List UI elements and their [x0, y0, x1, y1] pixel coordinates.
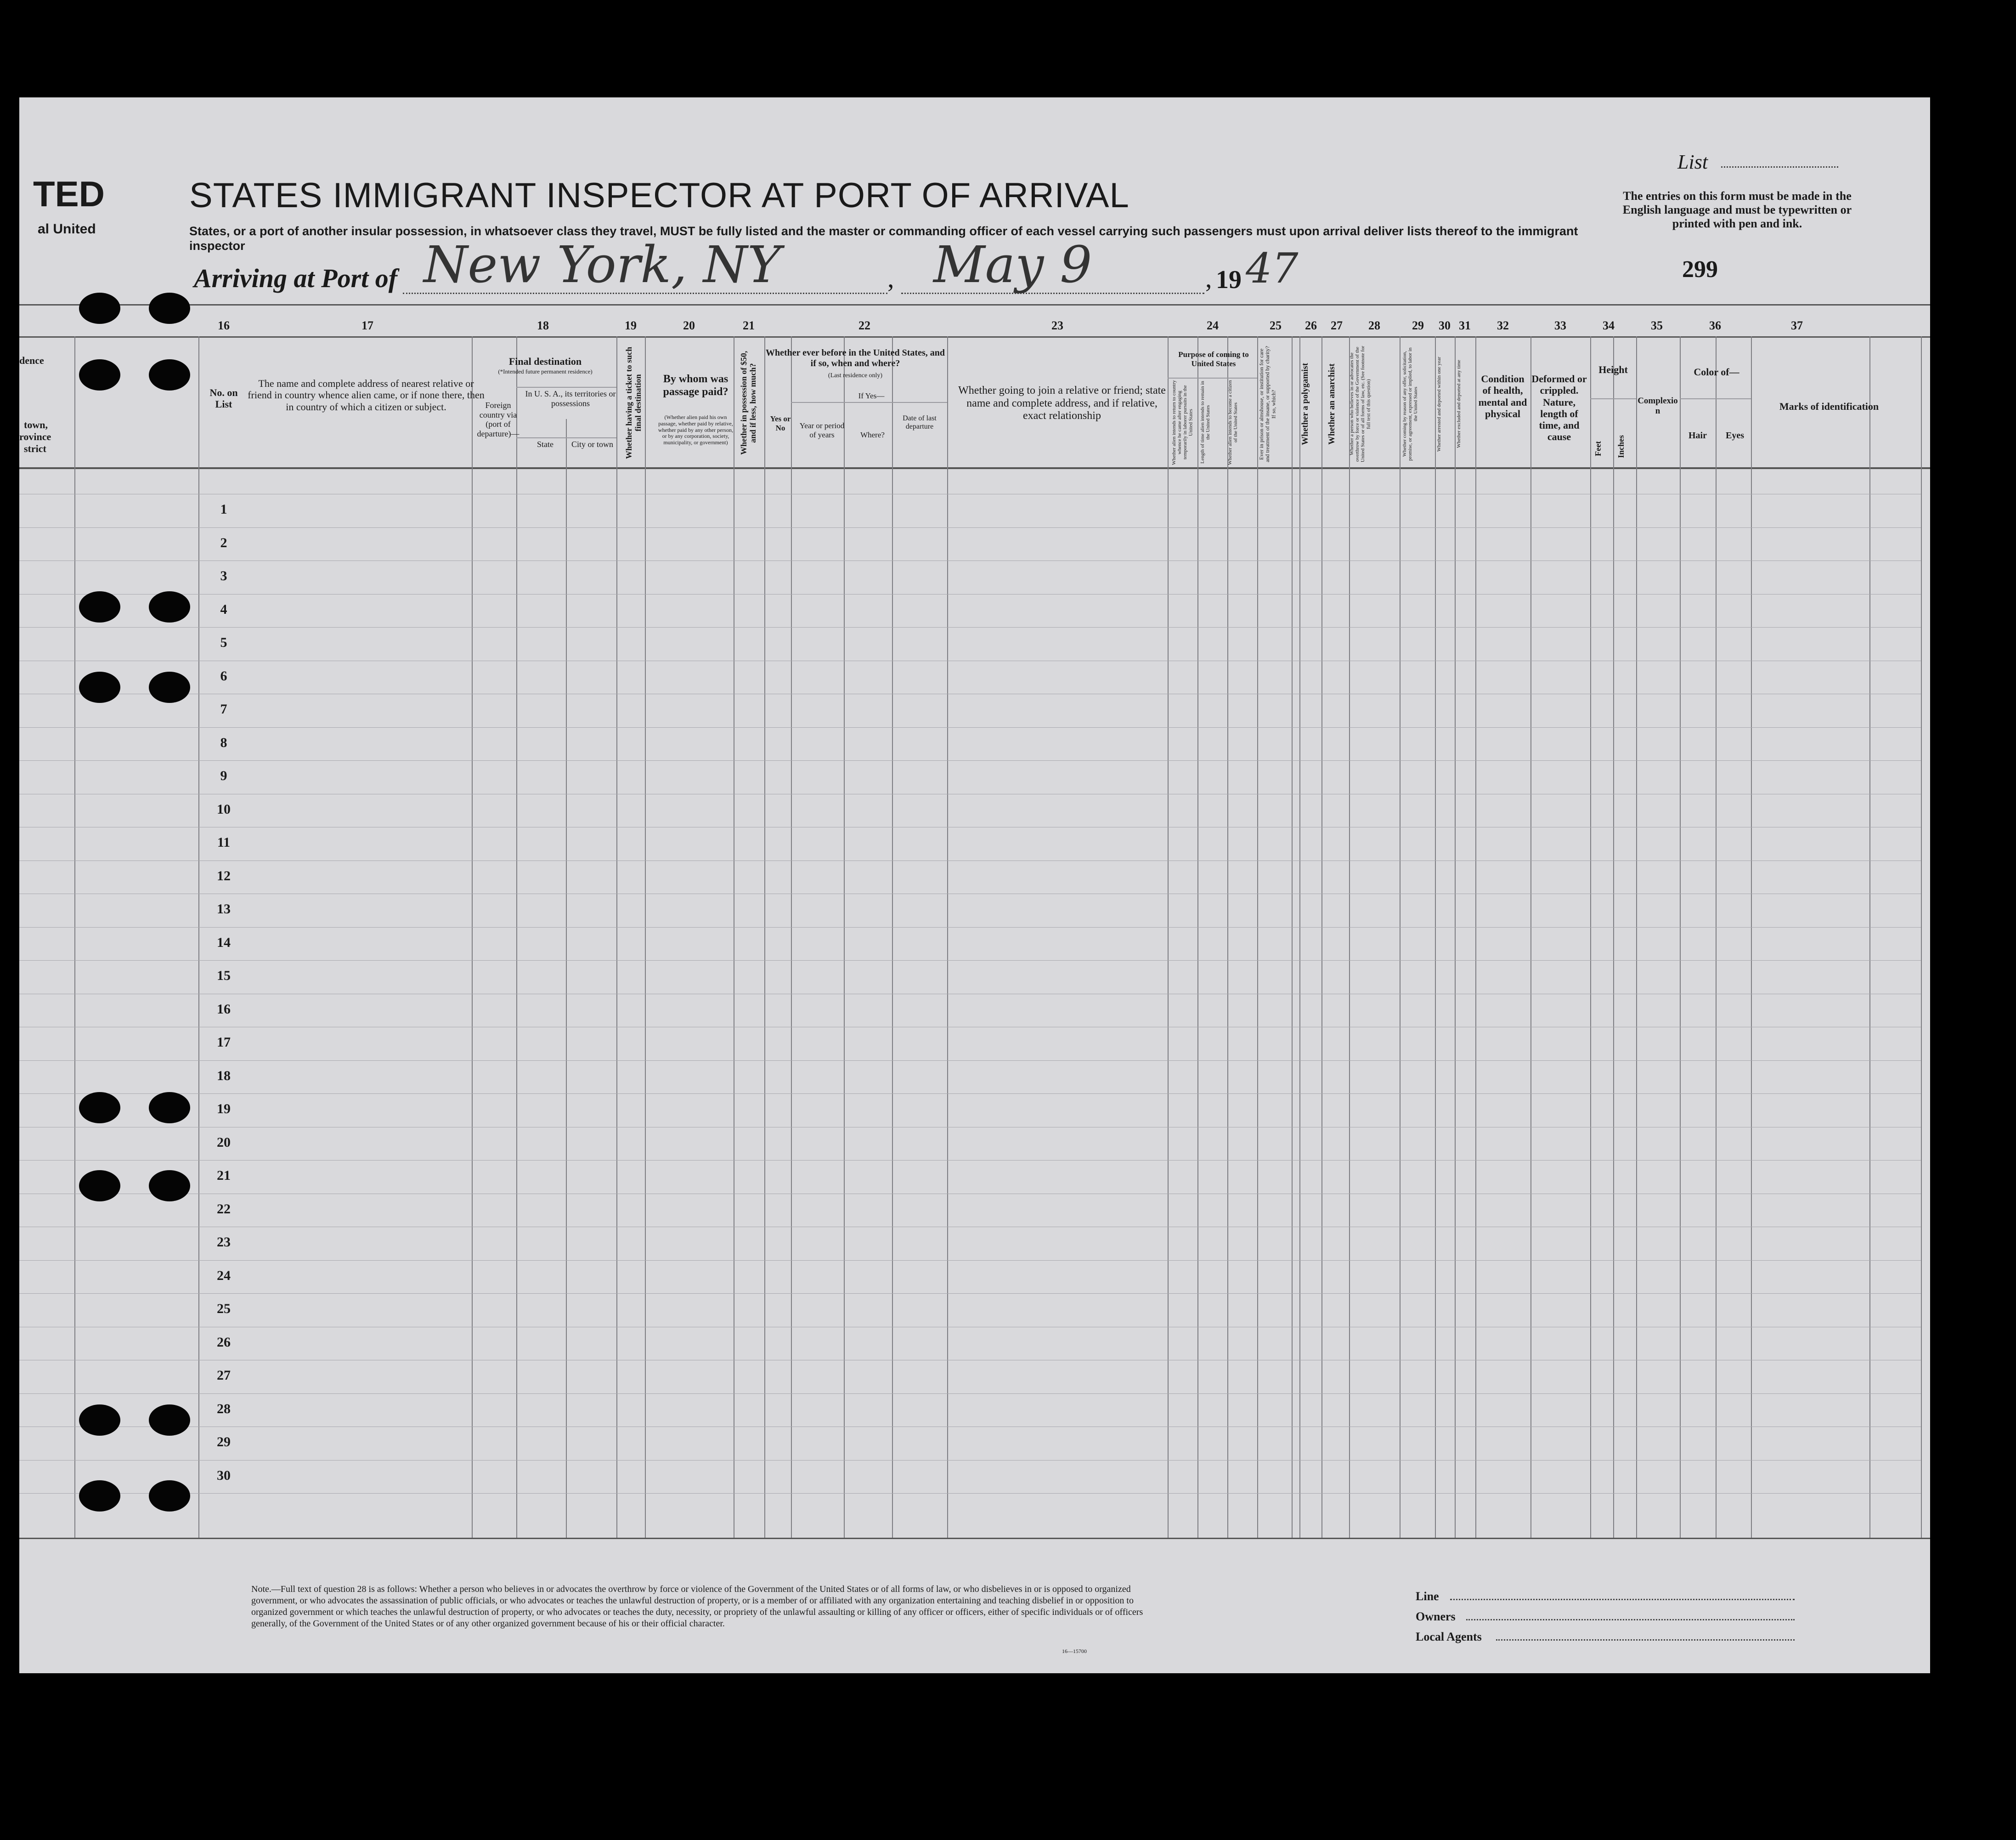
column-number-31: 31 — [1459, 319, 1471, 332]
colnum-row-border — [19, 336, 1930, 338]
column-number-28: 28 — [1368, 319, 1380, 332]
column-divider — [566, 419, 567, 1538]
header-fifty-dollars: Whether in possession of $50, and if less, how much? — [739, 351, 757, 455]
column-divider — [1349, 336, 1350, 1538]
column-divider — [616, 336, 617, 1538]
column-divider — [844, 336, 845, 1538]
header-year-period: Year or period of years — [799, 421, 845, 439]
header-city: City or town — [571, 440, 613, 449]
header-height: Height — [1598, 364, 1628, 375]
header-state: State — [537, 440, 553, 449]
row-divider — [19, 560, 1921, 561]
table-top-border — [19, 304, 1930, 306]
header-hair: Hair — [1688, 430, 1707, 441]
column-number-33: 33 — [1554, 319, 1566, 332]
column-divider — [1716, 336, 1717, 1538]
column-number-20: 20 — [683, 319, 695, 332]
header-color-of: Color of— — [1694, 366, 1739, 378]
header-eyes: Eyes — [1726, 430, 1744, 441]
column-number-37: 37 — [1791, 319, 1803, 332]
punch-hole — [79, 672, 120, 703]
column-number-30: 30 — [1439, 319, 1451, 332]
row-number-14: 14 — [217, 935, 231, 950]
column-divider — [764, 336, 765, 1538]
comma-separator-2: , — [1205, 263, 1212, 293]
column-divider — [892, 336, 893, 1538]
row-divider — [19, 627, 1921, 628]
column-divider — [472, 336, 473, 1538]
header-subdivider — [516, 387, 616, 388]
left-col-label-2c: strict — [24, 443, 46, 454]
footer-note: Note.—Full text of question 28 is as follows: Whether a person who believes in or advocates the overthrow by force or violence of the Government of the United States or of all forms of law, or who disbelieves in or is opposed to organized government, or who advocates the assassination of public officials, or who advocates or teaches the unlawful destruction of property, or is a member of or affiliated with any organization entertaining and teaching disbelief in or opposition to organized government or which teaches the unlawful destruction of property, or who advocates or teaches the duty, necessity, or propriety of the unlawful assaulting or killing of any officer or officers, either of specific individuals or of officers generally, of the Government of the United States or of any other organized government because of his or their official character. — [251, 1584, 1143, 1629]
header-subdivider — [791, 402, 947, 403]
date-handwritten: May 9 — [933, 235, 1092, 294]
header-subdivider — [1168, 378, 1257, 379]
header-prison: Ever in prison or almshouse, or institution for care and treatment of the insane, or supported by charity? If so, which? — [1258, 346, 1277, 462]
local-agents-label: Local Agents — [1416, 1630, 1482, 1643]
header-complexion: Complexion — [1638, 396, 1678, 416]
header-deformed: Deformed or crippled. Nature, length of time, and cause — [1531, 373, 1587, 443]
left-subtitle-fragment: al United — [38, 221, 96, 237]
row-number-11: 11 — [217, 835, 231, 850]
column-divider — [1435, 336, 1436, 1538]
column-divider — [1530, 336, 1531, 1538]
row-divider — [19, 1060, 1921, 1061]
column-divider — [1455, 336, 1456, 1538]
header-date-departure: Date of last departure — [903, 414, 937, 431]
punch-hole — [79, 1092, 120, 1123]
header-passage-note: (Whether alien paid his own passage, whether paid by relative, whether paid by any other person, or by any corporation, society, municipality, or government) — [658, 414, 734, 446]
table-bottom-border — [19, 1538, 1930, 1539]
row-number-30: 30 — [217, 1468, 231, 1483]
row-number-6: 6 — [220, 668, 227, 684]
column-divider — [1636, 336, 1637, 1538]
column-number-18: 18 — [537, 319, 549, 332]
punch-hole — [149, 359, 190, 391]
row-divider — [19, 527, 1921, 528]
row-number-29: 29 — [217, 1434, 231, 1449]
column-number-21: 21 — [743, 319, 755, 332]
column-number-27: 27 — [1331, 319, 1343, 332]
left-col-label-2a: town, — [24, 419, 48, 430]
row-number-7: 7 — [220, 702, 227, 717]
row-number-23: 23 — [217, 1234, 231, 1250]
punch-hole — [149, 1480, 190, 1512]
row-number-2: 2 — [220, 535, 227, 550]
header-subdivider — [1590, 398, 1636, 399]
column-divider — [1299, 336, 1300, 1538]
row-number-17: 17 — [217, 1035, 231, 1050]
row-divider — [19, 1493, 1921, 1494]
header-purpose-b: Length of time alien intends to remain in the United States — [1200, 381, 1211, 464]
row-number-12: 12 — [217, 868, 231, 883]
owners-label: Owners — [1416, 1610, 1456, 1623]
column-divider — [1751, 336, 1752, 1538]
column-number-23: 23 — [1051, 319, 1063, 332]
header-in-usa: In U. S. A., its territories or possessions — [525, 389, 616, 408]
punch-hole — [79, 1480, 120, 1512]
row-divider — [19, 1293, 1921, 1294]
column-number-17: 17 — [361, 319, 373, 332]
header-purpose-c: Whether alien intends to become a citizen of the United States — [1227, 380, 1239, 465]
row-number-16: 16 — [217, 1002, 231, 1017]
punch-hole — [79, 1170, 120, 1201]
row-divider — [19, 1093, 1921, 1094]
row-number-22: 22 — [217, 1201, 231, 1217]
column-divider — [1292, 336, 1293, 1538]
column-number-26: 26 — [1305, 319, 1317, 332]
manifest-sheet — [19, 97, 1930, 1673]
header-bottom-border — [19, 467, 1930, 469]
port-handwritten: New York, NY — [424, 235, 781, 294]
column-number-16: 16 — [218, 319, 230, 332]
entries-note: The entries on this form must be made in the English language and must be typewritten or printed with pen and ink. — [1622, 189, 1852, 230]
line-label: Line — [1416, 1590, 1439, 1603]
header-inches: Inches — [1616, 435, 1626, 459]
punch-hole — [149, 1092, 190, 1123]
column-divider — [1613, 336, 1614, 1538]
header-where: Where? — [860, 430, 885, 439]
punch-hole — [149, 672, 190, 703]
column-divider — [791, 336, 792, 1538]
row-number-8: 8 — [220, 735, 227, 750]
row-divider — [19, 1260, 1921, 1261]
row-number-9: 9 — [220, 768, 227, 783]
column-divider — [947, 336, 948, 1538]
column-divider — [74, 336, 75, 1538]
form-code: 16—15700 — [1062, 1648, 1087, 1654]
header-passage-paid: By whom was passage paid? — [663, 373, 728, 398]
column-number-22: 22 — [858, 319, 870, 332]
column-number-32: 32 — [1497, 319, 1509, 332]
punch-hole — [79, 591, 120, 623]
row-number-24: 24 — [217, 1268, 231, 1283]
column-number-35: 35 — [1651, 319, 1663, 332]
comma-separator: , — [887, 263, 894, 293]
column-divider — [1227, 336, 1228, 1538]
row-number-5: 5 — [220, 635, 227, 650]
header-excluded-deported: Whether excluded and deported at any time — [1456, 360, 1462, 448]
header-ticket: Whether having a ticket to such final destination — [624, 346, 643, 459]
header-feet: Feet — [1593, 441, 1603, 457]
header-purpose: Purpose of coming to United States — [1178, 350, 1249, 368]
header-join-relative: Whether going to join a relative or friend; state name and complete address, and if relative, exact relationship — [958, 385, 1166, 422]
column-divider — [1475, 336, 1476, 1538]
left-col-label-2b: rovince — [19, 431, 51, 442]
column-divider — [1321, 336, 1322, 1538]
column-divider — [1680, 336, 1681, 1538]
column-divider — [645, 336, 646, 1538]
header-anarchist: Whether an anarchist — [1327, 363, 1337, 445]
header-nearest-relative: The name and complete address of nearest relative or friend in country whence alien came, or if none there, then in country of which a citizen or subject. — [248, 378, 485, 413]
row-number-21: 21 — [217, 1168, 231, 1183]
header-last-residence: (Last residence only) — [828, 372, 883, 379]
punch-hole — [149, 1404, 190, 1436]
row-divider — [19, 727, 1921, 728]
row-number-26: 26 — [217, 1335, 231, 1350]
row-number-20: 20 — [217, 1135, 231, 1150]
column-divider — [198, 336, 199, 1538]
owners-field — [1466, 1619, 1795, 1620]
punch-hole — [149, 1170, 190, 1201]
header-final-destination: Final destination — [508, 356, 582, 367]
left-col-label: dence — [19, 355, 44, 366]
header-purpose-a: Whether alien intends to return to country whence he came after engaging temporarily in laborer pursuits in the United States — [1171, 380, 1194, 465]
column-divider — [1257, 336, 1258, 1538]
row-number-10: 10 — [217, 802, 231, 817]
header-marks-identification: Marks of identification — [1779, 401, 1879, 412]
row-number-15: 15 — [217, 968, 231, 983]
line-field — [1450, 1599, 1795, 1600]
row-number-13: 13 — [217, 901, 231, 917]
row-divider — [19, 960, 1921, 961]
year-handwritten: 47 — [1246, 244, 1299, 293]
header-health: Condition of health, mental and physical — [1478, 373, 1527, 419]
column-number-36: 36 — [1709, 319, 1721, 332]
column-divider — [1869, 336, 1870, 1538]
row-divider — [19, 760, 1921, 761]
column-number-24: 24 — [1207, 319, 1219, 332]
punch-hole — [149, 293, 190, 324]
row-number-3: 3 — [220, 568, 227, 583]
header-foreign-country: Foreign country via (port of departure)— — [477, 401, 520, 439]
header-polygamist: Whether a polygamist — [1300, 362, 1310, 446]
left-title-fragment: TED — [33, 174, 105, 214]
arriving-label: Arriving at Port of — [194, 263, 398, 293]
header-ever-before: Whether ever before in the United States, and if so, when and where? — [766, 348, 945, 368]
punch-hole — [79, 1404, 120, 1436]
column-number-19: 19 — [625, 319, 637, 332]
row-number-19: 19 — [217, 1101, 231, 1116]
column-number-25: 25 — [1270, 319, 1282, 332]
list-field — [1721, 166, 1838, 168]
page-title: STATES IMMIGRANT INSPECTOR AT PORT OF ARRIVAL — [189, 176, 1129, 215]
row-divider — [19, 927, 1921, 928]
header-no-on-list: No. on List — [209, 387, 238, 410]
punch-hole — [79, 359, 120, 391]
row-number-25: 25 — [217, 1301, 231, 1316]
column-number-34: 34 — [1603, 319, 1615, 332]
row-number-27: 27 — [217, 1368, 231, 1383]
row-number-28: 28 — [217, 1401, 231, 1416]
row-divider — [19, 1460, 1921, 1461]
row-number-18: 18 — [217, 1068, 231, 1083]
header-overthrow: Whether a person who believes in or advocates the overthrow by force or violence of the Government of the United States or of all forms of law, etc. (See footnote for full text of this question) — [1349, 345, 1372, 463]
year-prefix: 19 — [1216, 266, 1242, 294]
row-divider — [19, 1160, 1921, 1161]
column-divider — [1921, 336, 1922, 1538]
header-arrested-deported: Whether arrested and deported within one year — [1436, 357, 1442, 452]
list-label: List — [1677, 151, 1708, 173]
punch-hole — [79, 293, 120, 324]
column-divider — [516, 336, 517, 1538]
local-agents-field — [1496, 1639, 1795, 1641]
column-divider — [1168, 336, 1169, 1538]
header-labor-offer: Whether coming by reason of any offer, solicitation, promise, or agreement, expressed or implied, to labor in the United States — [1402, 347, 1419, 461]
column-divider — [1197, 336, 1198, 1538]
header-subdivider — [516, 437, 616, 438]
header-yes-no: Yes or No — [770, 414, 791, 432]
page-subtitle: States, or a port of another insular possession, in whatsoever class they travel, MUST be fully listed and the master or commanding officer of each vessel carrying such passengers must upon arrival deliver lists thereof to the immigrant inspector — [189, 224, 1578, 253]
header-if-yes: If Yes— — [858, 391, 885, 400]
row-divider — [19, 1393, 1921, 1394]
page-number: 299 — [1682, 256, 1718, 283]
row-number-1: 1 — [220, 502, 227, 517]
punch-hole — [149, 591, 190, 623]
row-number-4: 4 — [220, 602, 227, 617]
column-divider — [1590, 336, 1591, 1538]
column-number-29: 29 — [1412, 319, 1424, 332]
header-subdivider — [1680, 398, 1751, 399]
header-final-destination-sub: (*Intended future permanent residence) — [498, 368, 593, 375]
